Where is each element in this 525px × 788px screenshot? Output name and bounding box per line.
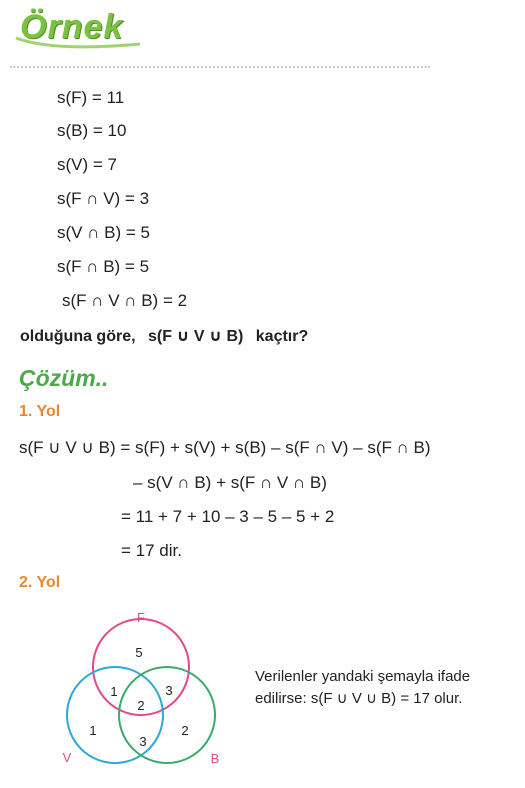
venn-region-v-only: 1 — [89, 723, 97, 738]
venn-diagram — [55, 605, 225, 775]
given-line-2: s(B) = 10 — [57, 121, 127, 140]
solution-title: Çözüm.. — [19, 365, 109, 391]
example-title: Örnek — [20, 8, 124, 46]
title-swoosh-icon — [14, 34, 144, 52]
way1-line-2: – s(V ∩ B) + s(F ∩ V ∩ B) — [133, 473, 327, 492]
question — [20, 326, 308, 346]
given-line-1: s(F) = 11 — [57, 88, 125, 107]
way2-label: 2. Yol — [19, 574, 61, 591]
given-line-3: s(V) = 7 — [57, 155, 117, 174]
venn-note-line-2: edilirse: s(F ∪ V ∪ B) = 17 olur. — [255, 690, 463, 707]
given-line-7: s(F ∩ V ∩ B) = 2 — [62, 291, 188, 310]
venn-region-f-v-b: 2 — [137, 698, 145, 713]
venn-label-f: F — [137, 610, 145, 625]
question-expression: s(F ∪ V ∪ B) — [148, 328, 244, 345]
header-divider — [10, 66, 430, 68]
question-prefix: olduğuna göre, — [20, 328, 136, 345]
way1-line-1: s(F ∪ V ∪ B) = s(F) + s(V) + s(B) – s(F ∩ V) – s(F ∩ B) — [19, 438, 431, 457]
venn-label-b: B — [210, 751, 220, 766]
venn-region-f-v: 1 — [110, 684, 118, 699]
venn-region-b-only: 2 — [181, 723, 189, 738]
venn-region-f-only: 5 — [135, 645, 143, 660]
given-line-6: s(F ∩ B) = 5 — [57, 257, 150, 276]
way1-line-4: = 17 dir. — [121, 541, 182, 560]
question-suffix: kaçtır? — [255, 328, 309, 345]
way1-label: 1. Yol — [19, 403, 61, 420]
venn-region-v-b: 3 — [139, 734, 147, 749]
venn-label-v: V — [62, 750, 72, 765]
venn-note-line-1: Verilenler yandaki şemayla ifade — [255, 668, 471, 685]
way1-line-3: = 11 + 7 + 10 – 3 – 5 – 5 + 2 — [121, 507, 335, 526]
given-line-5: s(V ∩ B) = 5 — [57, 223, 150, 242]
venn-region-f-b: 3 — [165, 683, 173, 698]
given-line-4: s(F ∩ V) = 3 — [57, 189, 150, 208]
